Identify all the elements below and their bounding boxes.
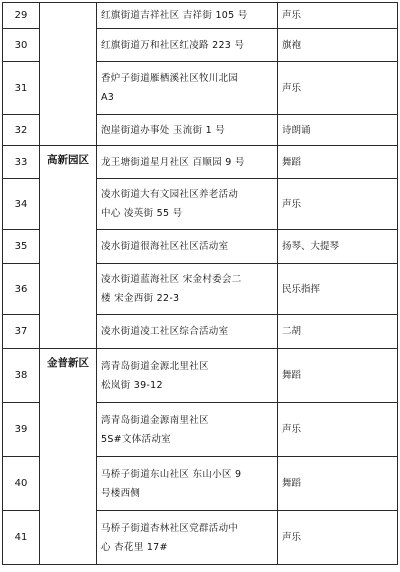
row-number-cell: 41	[3, 511, 40, 565]
venue-address-line: 香炉子街道雁栖溪社区牧川北园	[101, 73, 239, 84]
performance-type-cell: 舞蹈	[278, 457, 398, 511]
performance-type-cell: 二胡	[278, 315, 398, 349]
venue-address-line: 凌水街道蓝海社区 宋金村委会二	[101, 274, 242, 285]
venue-address-line: 龙王塘街道星月社区 百顺园 9 号	[101, 156, 245, 168]
performance-type-cell: 民乐指挥	[278, 264, 398, 315]
venue-address-cell	[97, 62, 278, 115]
venue-schedule-table	[2, 2, 398, 565]
performance-type-cell: 舞蹈	[278, 349, 398, 403]
venue-address-line: 心 杏花里 17#	[101, 541, 168, 553]
performance-type-cell: 声乐	[278, 403, 398, 457]
venue-address-line: 5S#文体活动室	[101, 433, 171, 445]
venue-address-cell	[97, 146, 278, 179]
district-cell	[40, 3, 97, 146]
district-cell: 金普新区	[40, 349, 97, 565]
venue-address-cell	[97, 179, 278, 230]
venue-address-cell	[97, 315, 278, 349]
performance-type-cell: 声乐	[278, 62, 398, 115]
table-row	[3, 146, 398, 179]
venue-address-cell	[97, 29, 278, 62]
row-number-cell: 38	[3, 349, 40, 403]
row-number-cell: 30	[3, 29, 40, 62]
venue-address-cell	[97, 3, 278, 29]
performance-type-cell: 舞蹈	[278, 146, 398, 179]
venue-address-line: 马桥子街道东山社区 东山小区 9	[101, 468, 242, 480]
performance-type-cell: 扬琴、大提琴	[278, 230, 398, 264]
venue-address-line: 红旗街道万和社区红凌路 223 号	[101, 39, 245, 51]
venue-address-cell	[97, 264, 278, 315]
performance-type-cell: 声乐	[278, 3, 398, 29]
venue-address-cell	[97, 230, 278, 264]
performance-type-cell: 声乐	[278, 511, 398, 565]
venue-address-line: 中心 凌英街 55 号	[101, 208, 183, 219]
performance-type-cell: 声乐	[278, 179, 398, 230]
table-row	[3, 3, 398, 29]
venue-address-line: 楼 宋金西街 22-3	[101, 293, 180, 304]
venue-address-line: 松岚街 39-12	[101, 379, 163, 391]
venue-address-cell	[97, 403, 278, 457]
row-number-cell: 35	[3, 230, 40, 264]
venue-address-line: 凌水街道大有文园社区养老活动	[101, 189, 239, 200]
venue-address-cell	[97, 511, 278, 565]
venue-address-line: 湾青岛街道金源南里社区	[101, 414, 209, 426]
row-number-cell: 39	[3, 403, 40, 457]
row-number-cell: 37	[3, 315, 40, 349]
venue-address-line: 红旗街道吉祥社区 吉祥街 105 号	[101, 10, 248, 21]
row-number-cell: 40	[3, 457, 40, 511]
performance-type-cell: 旗袍	[278, 29, 398, 62]
table-row	[3, 349, 398, 403]
row-number-cell: 33	[3, 146, 40, 179]
row-number-cell: 32	[3, 115, 40, 146]
venue-address-line: 泡崖街道办事处 玉流街 1 号	[101, 124, 226, 136]
venue-address-line: 湾青岛街道金源北里社区	[101, 360, 209, 372]
venue-address-line: A3	[101, 92, 115, 103]
venue-address-cell	[97, 457, 278, 511]
venue-address-line: 马桥子街道杏林社区党群活动中	[101, 522, 239, 534]
performance-type-cell: 诗朗诵	[278, 115, 398, 146]
district-cell: 高新园区	[40, 146, 97, 349]
venue-address-line: 号楼西侧	[101, 487, 141, 499]
venue-address-cell	[97, 349, 278, 403]
venue-address-line: 凌水街道凌工社区综合活动室	[101, 326, 229, 337]
row-number-cell: 36	[3, 264, 40, 315]
row-number-cell: 34	[3, 179, 40, 230]
row-number-cell: 29	[3, 3, 40, 29]
venue-address-line: 凌水街道很海社区社区活动室	[101, 241, 229, 252]
row-number-cell: 31	[3, 62, 40, 115]
venue-address-cell	[97, 115, 278, 146]
